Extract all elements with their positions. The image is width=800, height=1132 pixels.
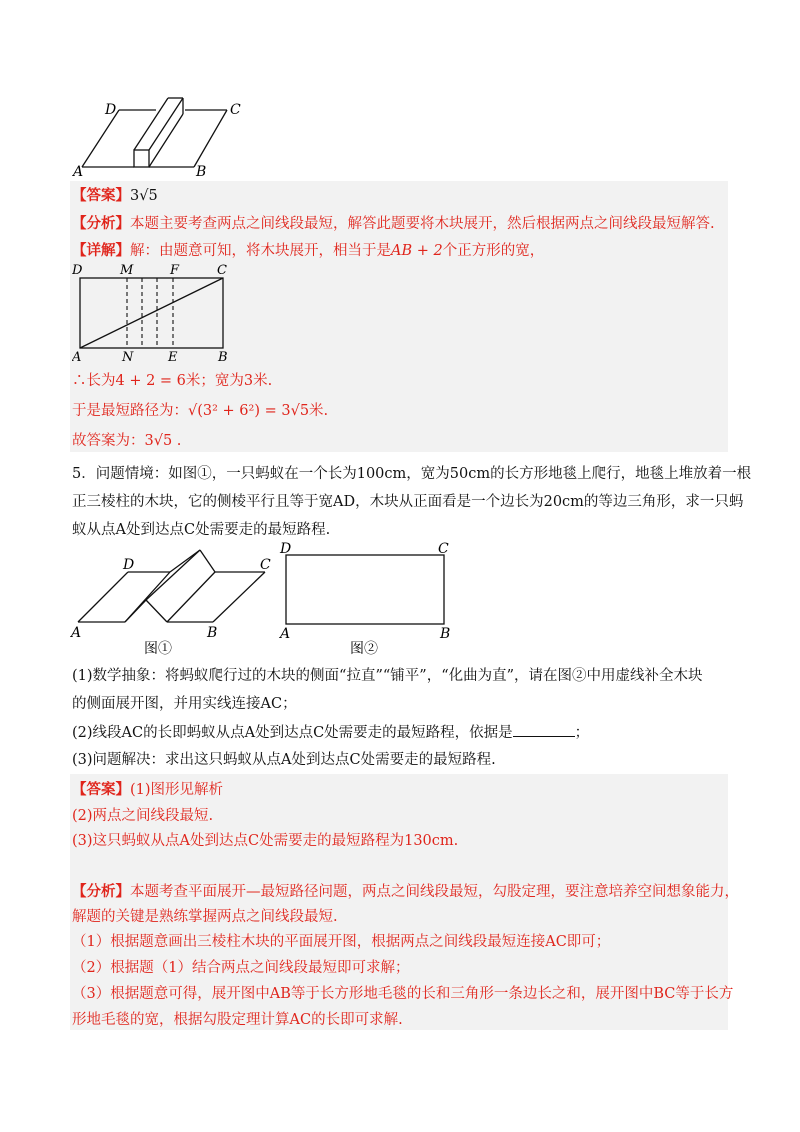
analysis-tag: 【分析】 [72, 215, 130, 232]
fig1-label-A: A [71, 625, 82, 641]
block1-detail [72, 241, 544, 261]
top-figure-label-B: B [196, 164, 207, 178]
block2-step3-line2: 形地毛毯的宽，根据勾股定理计算AC的长即可求解. [72, 1012, 403, 1028]
block2-analysis-2: 解题的关键是熟练掌握两点之间线段最短. [72, 909, 338, 925]
analysis-tag-2: 【分析】 [72, 883, 130, 900]
block2-step2: （2）根据题（1）结合两点之间线段最短即可求解； [72, 960, 410, 976]
q3: (3)问题解决：求出这只蚂蚁从点A处到达点C处需要走的最短路程. [72, 752, 496, 768]
fig2-caption: 图② [350, 641, 378, 657]
fig2-label-B: B [440, 626, 451, 642]
block2-analysis-1 [72, 882, 739, 902]
detail-text-a: 解：由题意可知，将木块展开，相当于是 [130, 243, 391, 259]
problem5-line3: 蚁从点A处到达点C处需要走的最短路程. [72, 522, 331, 538]
top-figure [72, 92, 252, 178]
block1-answer [72, 186, 158, 206]
block1-length: ∴长为4 + 2 = 6米；宽为3米. [72, 373, 273, 389]
top-figure-label-D: D [105, 102, 117, 118]
unfolded-rectangle-figure [72, 262, 232, 362]
top-figure-label-C: C [230, 102, 241, 118]
analysis-line1: 本题考查平面展开—最短路径问题，两点之间线段最短，勾股定理，要注意培养空间想象能力， [130, 884, 739, 900]
block2-step3-line1: （3）根据题意可得，展开图中AB等于长方形地毛毯的长和三角形一条边长之和，展开图中BC等于长方 [72, 986, 734, 1002]
detail-text-b: 个正方形的宽， [442, 243, 545, 259]
q2-end: ； [574, 725, 590, 741]
fig1-label-C: C [260, 557, 271, 573]
q2-text: (2)线段AC的长即蚂蚁从点A处到达点C处需要走的最短路程，依据是 [72, 725, 513, 741]
figure-2 [278, 542, 458, 657]
problem5-line1: 5．问题情境：如图①，一只蚂蚁在一个长为100cm，宽为50cm的长方形地毯上爬行，地毯上堆放着一根 [72, 466, 752, 482]
fig1-label-D: D [123, 557, 135, 573]
rect-label-A: A [72, 350, 82, 362]
detail-tag: 【详解】 [72, 242, 130, 259]
rect-label-E: E [168, 350, 178, 362]
fig2-label-C: C [438, 542, 449, 557]
q1-line2: 的侧面展开图，并用实线连接AC； [72, 696, 297, 712]
block2-answer-1 [72, 780, 223, 800]
answer-1: (1)图形见解析 [130, 782, 224, 798]
fig1-caption: 图① [144, 641, 172, 657]
rect-label-B: B [218, 350, 228, 362]
q1-line1: (1)数学抽象：将蚂蚁爬行过的木块的侧面“拉直”“铺平”，“化曲为直”，请在图②中用虚线补全木块 [72, 668, 703, 684]
fig2-label-D: D [280, 542, 292, 557]
analysis-text: 本题主要考查两点之间线段最短，解答此题要将木块展开，然后根据两点之间线段最短解答. [130, 216, 715, 232]
rect-label-D: D [72, 263, 83, 278]
q2-answer-blank[interactable] [513, 722, 575, 737]
block2-answer-2: (2)两点之间线段最短. [72, 808, 214, 824]
rect-label-M: M [120, 263, 134, 278]
rect-label-C: C [217, 263, 227, 278]
top-figure-label-A: A [73, 164, 84, 178]
block2-answer-3: (3)这只蚂蚁从点A处到达点C处需要走的最短路程为130cm. [72, 833, 459, 849]
rect-label-N: N [122, 350, 134, 362]
answer-value: 3√5 [130, 188, 158, 204]
detail-math: AB + 2 [391, 243, 443, 259]
q2 [72, 722, 589, 743]
rect-label-F: F [170, 263, 180, 278]
block1-final: 故答案为：3√5 . [72, 433, 182, 449]
answer-tag-2: 【答案】 [72, 781, 130, 798]
answer-tag: 【答案】 [72, 187, 130, 204]
figure-1 [70, 545, 280, 657]
fig2-label-A: A [280, 626, 291, 642]
fig1-label-B: B [207, 625, 218, 641]
problem5-line2: 正三棱柱的木块，它的侧棱平行且等于宽AD，木块从正面看是一个边长为20cm的等边三角形，求一只蚂 [72, 494, 744, 510]
block1-analysis [72, 214, 715, 234]
block1-path: 于是最短路径为：√(3² + 6²) = 3√5米. [72, 403, 329, 419]
block2-step1: （1）根据题意画出三棱柱木块的平面展开图，根据两点之间线段最短连接AC即可； [72, 934, 611, 950]
